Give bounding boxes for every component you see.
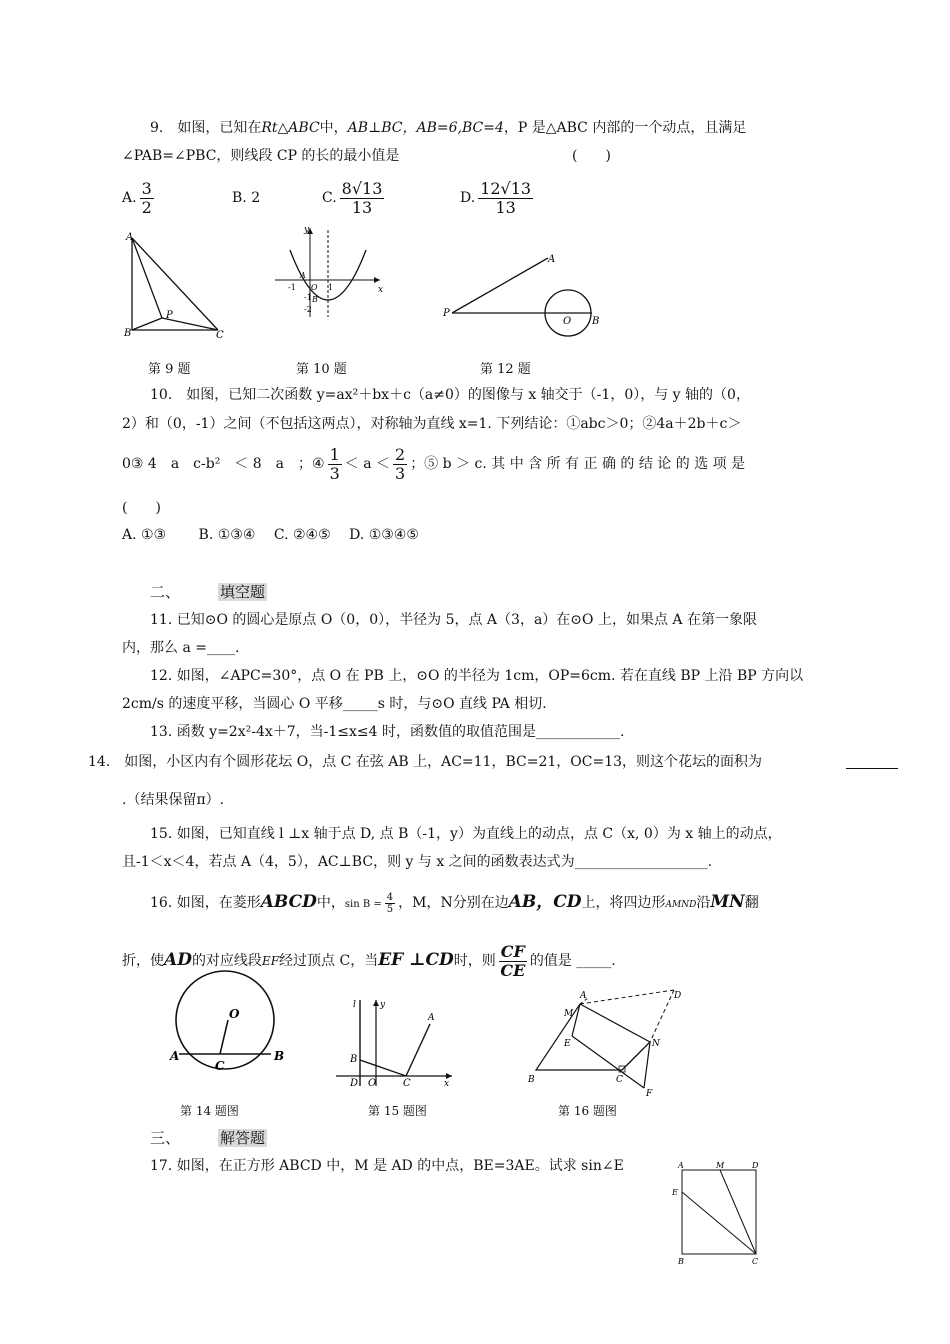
- svg-text:P: P: [443, 308, 450, 319]
- svg-text:B: B: [350, 1054, 358, 1065]
- q10-line1: 10. 如图，已知二次函数 y=ax²＋bx＋c（a≠0）的图像与 x 轴交于（-1，0），与 y 轴的（0，: [150, 387, 750, 403]
- svg-text:O: O: [229, 1007, 240, 1021]
- svg-text:A: A: [548, 254, 556, 265]
- svg-text:O: O: [368, 1078, 377, 1089]
- svg-text:A: A: [126, 232, 134, 243]
- q9-option-d: [460, 176, 536, 220]
- q9-opt-d-frac: [478, 180, 533, 217]
- q9-opt-a-den: 2: [141, 197, 152, 217]
- q9-opt-d-label: D.: [460, 190, 476, 206]
- q9-text-b: Rt△ABC: [261, 120, 320, 136]
- svg-text:x: x: [444, 1079, 450, 1089]
- q12-line2: 2cm/s 的速度平移，当圆心 O 平移_____s 时，与⊙O 直线 PA 相切.: [122, 696, 547, 712]
- q16-text-d: 上，将四边形: [581, 895, 666, 911]
- section-3-heading: [150, 1128, 267, 1148]
- svg-text:F: F: [646, 1089, 653, 1098]
- q9-opt-d-den: 13: [495, 197, 516, 217]
- caption-fig16: 第 16 题图: [558, 1104, 617, 1118]
- q16-mn: MN: [710, 892, 745, 912]
- q11-line2: 内，那么 a =____.: [122, 640, 240, 656]
- q16-cd: CD: [553, 892, 582, 912]
- caption-fig10: 第 10 题: [296, 362, 347, 377]
- svg-text:B: B: [528, 1075, 535, 1085]
- q16-text-e: 沿: [696, 895, 711, 911]
- q9-opt-c-num: 8√13: [341, 178, 383, 198]
- caption-fig15: 第 15 题图: [368, 1104, 427, 1118]
- q10-line3-b: ；⑤ b ＞ c. 其 中 含 所 有 正 确 的 结 论 的 选 项 是: [410, 456, 746, 472]
- svg-text:y: y: [380, 1000, 386, 1010]
- caption-fig9: 第 9 题: [148, 362, 191, 377]
- svg-text:A: A: [428, 1013, 435, 1023]
- q9-text-d: AB⊥BC，AB=6,BC=4: [347, 120, 504, 136]
- svg-text:-1: -1: [288, 283, 296, 292]
- svg-text:O: O: [311, 283, 318, 292]
- q16-ce: CE: [500, 960, 526, 980]
- svg-text:C: C: [403, 1078, 411, 1089]
- q9-opt-c-label: C.: [322, 190, 337, 206]
- q10-frac1-den: 3: [329, 463, 340, 483]
- section-2-heading: [150, 582, 267, 602]
- q9-option-c: [322, 176, 387, 220]
- svg-text:-1: -1: [304, 293, 312, 302]
- q9-text-c: 中，: [319, 120, 348, 136]
- caption-fig14: 第 14 题图: [180, 1104, 239, 1118]
- q10-line2: 2）和（0，-1）之间（不包括这两点），对称轴为直线 x=1. 下列结论：①abc＞0；②4a＋2b＋c＞: [122, 416, 742, 432]
- q9-text-e: ，P 是△ABC 内部的一个动点，且满足: [503, 120, 747, 136]
- q10-frac-1: [328, 446, 342, 483]
- section-3-num: 三、: [150, 1129, 181, 1147]
- svg-text:C: C: [216, 330, 224, 341]
- figure-16-rhombus: [524, 986, 694, 1098]
- section-2-num: 二、: [150, 583, 181, 601]
- q12-line1: 12. 如图，∠APC=30°，点 O 在 PB 上，⊙O 的半径为 1cm，OP=6cm. 若在直线 BP 上沿 BP 方向以: [150, 668, 804, 684]
- svg-text:B: B: [312, 295, 318, 304]
- q16-ab: AB，: [508, 892, 554, 912]
- svg-text:A: A: [170, 1049, 180, 1063]
- q14-line2: .（结果保留π）.: [122, 792, 225, 808]
- section-3-label: 解答题: [220, 1129, 266, 1147]
- q16-ad: AD: [164, 950, 192, 970]
- figure-15-axes: [330, 994, 460, 1089]
- svg-text:C: C: [215, 1059, 225, 1073]
- q14-answer-blank: [846, 754, 898, 769]
- svg-text:A: A: [300, 271, 306, 280]
- q17-line1: 17. 如图，在正方形 ABCD 中，M 是 AD 的中点，BE=3AE。试求 sin∠E: [150, 1158, 624, 1174]
- svg-text:B: B: [124, 328, 132, 339]
- svg-text:E: E: [672, 1188, 678, 1197]
- figure-10-parabola: [270, 222, 390, 322]
- q14-line1: 14. 如图，小区内有个圆形花坛 O，点 C 在弦 AB 上，AC=11，BC=21，OC=13，则这个花坛的面积为: [88, 754, 763, 770]
- q16-efcd: EF ⊥CD: [378, 950, 454, 970]
- q16-text-2c: 经过顶点 C，当: [279, 953, 379, 969]
- q16-text-2e: 的值是 _____.: [529, 953, 616, 969]
- svg-text:C: C: [616, 1075, 623, 1085]
- figure-9-triangle: [120, 228, 230, 343]
- figure-14-circle: [168, 968, 298, 1080]
- q11-line1: 11. 已知⊙O 的圆心是原点 O（0，0），半径为 5，点 A（3，a）在⊙O 上，如果点 A 在第一象限: [150, 612, 757, 628]
- svg-text:x: x: [378, 285, 384, 295]
- svg-text:D: D: [350, 1078, 359, 1089]
- q16-text-a: 16. 如图，在菱形: [150, 895, 261, 911]
- q15-line2: 且-1＜x＜4，若点 A（4，5），AC⊥BC，则 y 与 x 之间的函数表达式为___________________.: [122, 854, 713, 870]
- figure-12-circle-lines: [440, 248, 610, 343]
- q10-options: A. ①③ B. ①③④ C. ②④⑤ D. ①③④⑤: [122, 527, 419, 543]
- q10-frac2-den: 3: [395, 463, 406, 483]
- q16-text-f: 翻: [744, 895, 759, 911]
- svg-text:E: E: [564, 1039, 571, 1049]
- q9-opt-c-frac: [340, 180, 385, 217]
- svg-text:-2: -2: [304, 305, 312, 314]
- q16-cf-ce-frac: [499, 943, 527, 980]
- q9-opt-a-frac: [140, 180, 154, 217]
- q9-opt-d-num: 12√13: [480, 178, 532, 198]
- q9-text-a: 9. 如图，已知在: [150, 120, 262, 136]
- caption-fig12: 第 12 题: [480, 362, 531, 377]
- q9-option-a: [122, 176, 157, 220]
- q10-frac-2: [393, 446, 407, 483]
- q9-line1: [150, 118, 746, 138]
- q16-text-b: 中，: [316, 895, 345, 911]
- svg-text:l: l: [353, 1000, 356, 1010]
- q9-line2: [122, 146, 399, 166]
- q16-text-2b: 的对应线段: [191, 953, 262, 969]
- svg-text:D: D: [674, 991, 682, 1001]
- q10-bracket: ( ): [122, 500, 161, 516]
- q9-opt-c-den: 13: [351, 197, 373, 217]
- svg-text:B: B: [678, 1257, 684, 1266]
- svg-text:y: y: [304, 225, 310, 235]
- q10-line3: [122, 442, 745, 486]
- svg-text:M: M: [716, 1161, 725, 1170]
- svg-text:A: A: [580, 991, 587, 1001]
- q15-line1: 15. 如图，已知直线 l ⊥x 轴于点 D, 点 B（-1，y）为直线上的动点，点 C（x, 0）为 x 轴上的动点，: [150, 826, 782, 842]
- q16-ef: EF: [261, 954, 280, 968]
- q16-sin-den: 5: [386, 903, 394, 915]
- svg-text:M: M: [564, 1009, 574, 1019]
- q10-frac1-num: 1: [329, 444, 340, 464]
- svg-text:B: B: [274, 1049, 285, 1063]
- figure-17-square: [670, 1158, 770, 1266]
- q16-sin-label: sin B =: [344, 899, 382, 910]
- q16-abcd: ABCD: [260, 892, 317, 912]
- q16-text-2a: 折，使: [122, 953, 164, 969]
- svg-text:O: O: [563, 316, 572, 327]
- svg-text:B: B: [592, 316, 600, 327]
- svg-text:P: P: [166, 310, 173, 321]
- q16-text-2d: 时，则: [453, 953, 496, 969]
- q9-line2-text: ∠PAB=∠PBC，则线段 CP 的长的最小值是: [122, 148, 400, 164]
- q16-cf: CF: [500, 941, 525, 961]
- q16-sin-frac: [385, 892, 395, 915]
- svg-text:N: N: [652, 1039, 660, 1049]
- section-2-label: 填空题: [220, 583, 266, 601]
- svg-text:1: 1: [328, 283, 334, 292]
- q16-line1: [150, 880, 759, 924]
- q16-sin-num: 4: [386, 891, 394, 903]
- q10-line3-a: 0③ 4 a c-b² ＜ 8 a ；④: [122, 456, 325, 472]
- q9-opt-a-label: A.: [122, 190, 137, 206]
- q16-amnd: AMND: [665, 900, 697, 910]
- q9-opt-a-num: 3: [141, 178, 152, 198]
- q9-option-b: B. 2: [232, 190, 261, 206]
- q10-line3-mid: ＜ a ＜: [344, 456, 390, 472]
- svg-text:D: D: [752, 1161, 759, 1170]
- q13-line1: 13. 函数 y=2x²-4x＋7，当-1≤x≤4 时，函数值的取值范围是____________.: [150, 724, 625, 740]
- svg-text:A: A: [678, 1161, 684, 1170]
- q16-text-c: ，M，N分别在边: [398, 895, 509, 911]
- q10-frac2-num: 2: [395, 444, 406, 464]
- svg-text:C: C: [752, 1257, 759, 1266]
- q9-bracket: ( ): [572, 148, 611, 164]
